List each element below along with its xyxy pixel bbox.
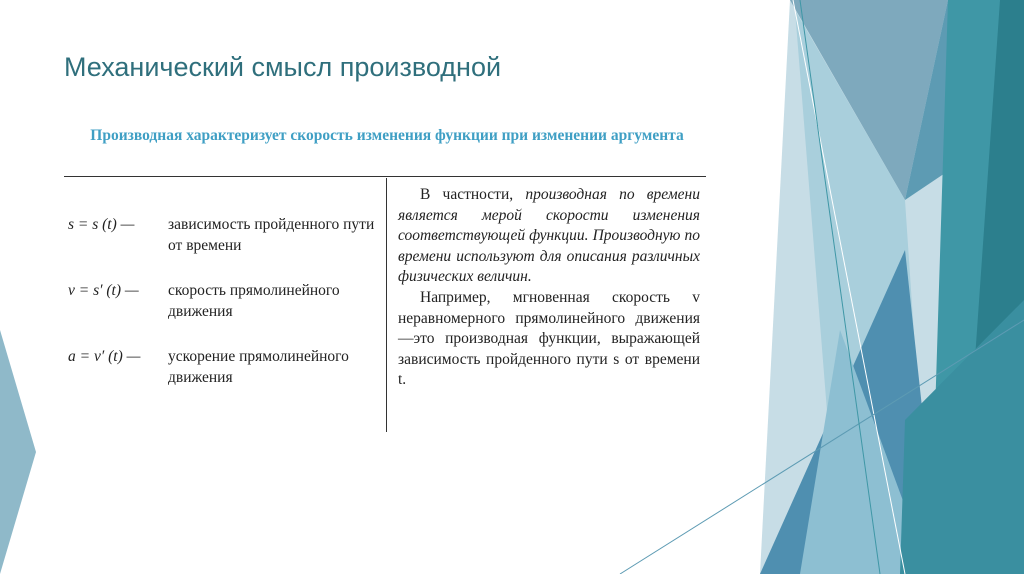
explanation-column [398, 185, 700, 391]
explanation-italic: производная по времени является мерой скорости изменения соответствующей функции. Производную по времени используют для описания различных физических величин. [398, 186, 700, 286]
explanation-lead: В частности, [420, 186, 526, 203]
explanation-paragraph-1 [398, 185, 700, 288]
description-acceleration: ускорение прямолинейного движения [168, 348, 349, 386]
formula-velocity: v = s′ (t) — [68, 282, 139, 299]
table-column-divider [386, 178, 387, 432]
left-accent-shape [0, 330, 36, 574]
page-title: Механический смысл производной [64, 52, 502, 82]
formula-position: s = s (t) — [68, 216, 135, 233]
description-velocity: скорость прямолинейного движения [168, 282, 340, 320]
section-heading: Производная характеризует скорость изменения функции при изменении аргумента [90, 127, 684, 144]
table-top-rule [64, 176, 706, 177]
explanation-paragraph-2: Например, мгновенная скорость v неравномерного прямолинейного движения —это производная функции, выражающей зависимость пройденного пути s от времени t. [398, 288, 700, 389]
description-position: зависимость пройденного пути от времени [168, 216, 375, 254]
formula-acceleration: a = v′ (t) — [68, 348, 141, 365]
